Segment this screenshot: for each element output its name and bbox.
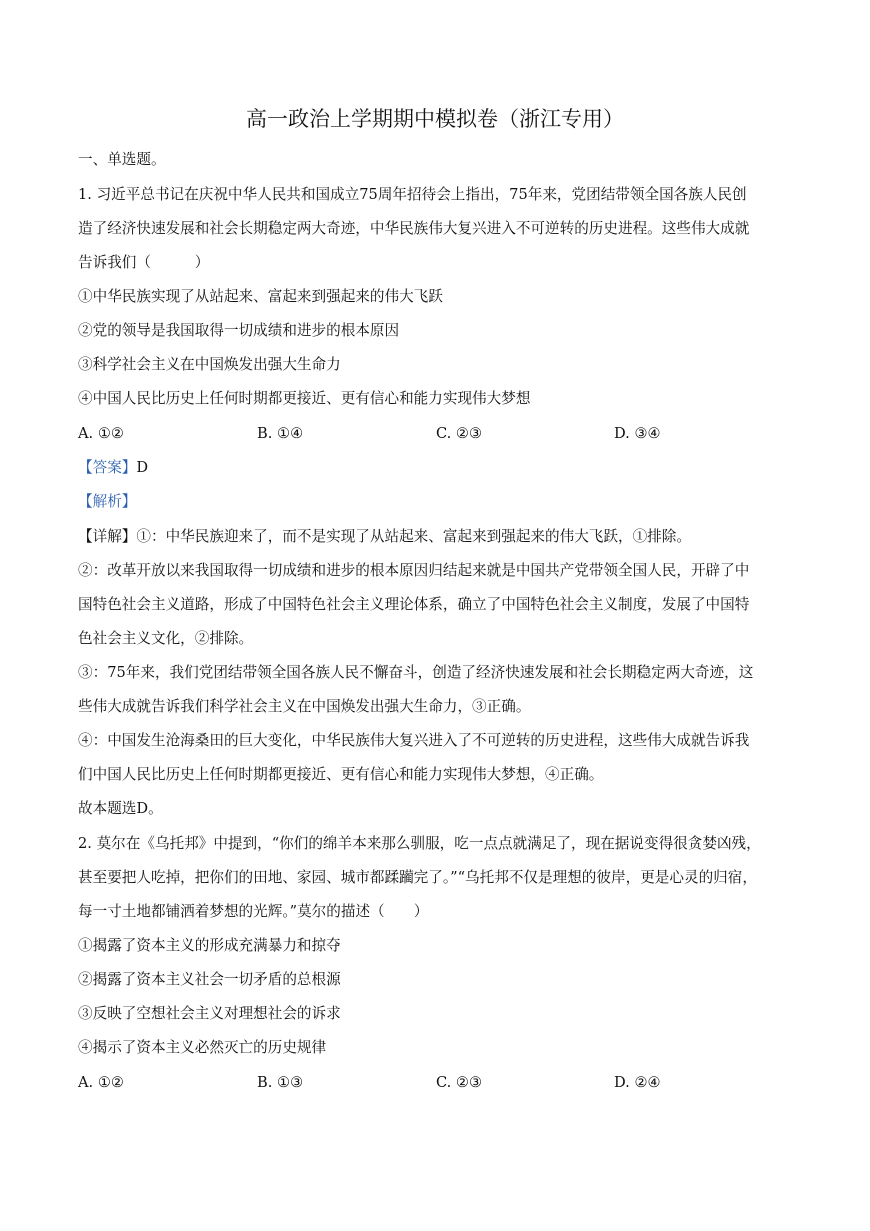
q1-stem-line-2: 造了经济快速发展和社会长期稳定两大奇迹，中华民族伟大复兴进入不可逆转的历史进程。这些伟大成就 (78, 220, 750, 237)
q2-option-c: C. ②③ (436, 1074, 483, 1091)
q1-answer-line (78, 458, 148, 478)
q1-stem-line-1: 1. 习近平总书记在庆祝中华人民共和国成立75周年招待会上指出，75年来，党团结带领全国各族人民创 (78, 186, 747, 203)
q1-detail-line-4: 色社会主义文化，②排除。 (78, 630, 254, 647)
q1-detail-line-8: 们中国人民比历史上任何时期都更接近、更有信心和能力实现伟大梦想，④正确。 (78, 766, 604, 783)
q1-detail-line-5: ③：75年来，我们党团结带领全国各族人民不懈奋斗，创造了经济快速发展和社会长期稳定两大奇迹，这 (78, 664, 754, 681)
q1-detail-line-9: 故本题选D。 (78, 800, 163, 817)
q2-item-2: ②揭露了资本主义社会一切矛盾的总根源 (78, 971, 341, 988)
q1-item-2: ②党的领导是我国取得一切成绩和进步的根本原因 (78, 322, 400, 339)
q1-detail-line-3: 国特色社会主义道路，形成了中国特色社会主义理论体系，确立了中国特色社会主义制度，发展了中国特 (78, 596, 750, 613)
q2-option-d: D. ②④ (614, 1074, 661, 1091)
detail-text: ①：中华民族迎来了，而不是实现了从站起来、富起来到强起来的伟大飞跃，①排除。 (136, 528, 691, 545)
answer-value: D (136, 459, 149, 476)
q1-detail-line-6: 些伟大成就告诉我们科学社会主义在中国焕发出强大生命力，③正确。 (78, 698, 531, 715)
q2-option-a: A. ①② (78, 1074, 124, 1091)
q1-option-b: B. ①④ (257, 425, 304, 442)
q2-item-4: ④揭示了资本主义必然灭亡的历史规律 (78, 1039, 327, 1056)
q1-item-4: ④中国人民比历史上任何时期都更接近、更有信心和能力实现伟大梦想 (78, 390, 531, 407)
q1-stem-line-3: 告诉我们（ ） (78, 254, 210, 271)
analysis-tag: 【解析】 (78, 493, 137, 510)
answer-tag: 【答案】 (78, 459, 137, 476)
q2-stem-line-1: 2. 莫尔在《乌托邦》中提到，“你们的绵羊本来那么驯服，吃一点点就满足了，现在据说变得很贪婪凶残， (78, 835, 761, 852)
q2-option-b: B. ①③ (257, 1074, 304, 1091)
q1-option-a: A. ①② (78, 425, 124, 442)
q2-stem-line-2: 甚至要把人吃掉，把你们的田地、家园、城市都蹂躏完了。”“乌托邦不仅是理想的彼岸，更是心灵的归宿， (78, 869, 757, 886)
q2-stem-line-3: 每一寸土地都铺洒着梦想的光辉。”莫尔的描述（ ） (78, 903, 429, 920)
page-title: 高一政治上学期期中模拟卷（浙江专用） (246, 107, 624, 131)
q2-item-3: ③反映了空想社会主义对理想社会的诉求 (78, 1005, 341, 1022)
q1-detail-line-7: ④：中国发生沧海桑田的巨大变化，中华民族伟大复兴进入了不可逆转的历史进程，这些伟大成就告诉我 (78, 732, 750, 749)
q1-detail-line-1 (78, 527, 691, 547)
q1-item-1: ①中华民族实现了从站起来、富起来到强起来的伟大飞跃 (78, 288, 443, 305)
detail-tag: 【详解】 (78, 528, 137, 545)
section-heading: 一、单选题。 (78, 151, 166, 168)
q2-item-1: ①揭露了资本主义的形成充满暴力和掠夺 (78, 937, 341, 954)
q1-option-c: C. ②③ (436, 425, 483, 442)
q1-item-3: ③科学社会主义在中国焕发出强大生命力 (78, 356, 341, 373)
q1-detail-line-2: ②：改革开放以来我国取得一切成绩和进步的根本原因归结起来就是中国共产党带领全国人民，开辟了中 (78, 562, 750, 579)
q1-option-d: D. ③④ (614, 425, 661, 442)
q1-analysis-line (78, 492, 136, 512)
